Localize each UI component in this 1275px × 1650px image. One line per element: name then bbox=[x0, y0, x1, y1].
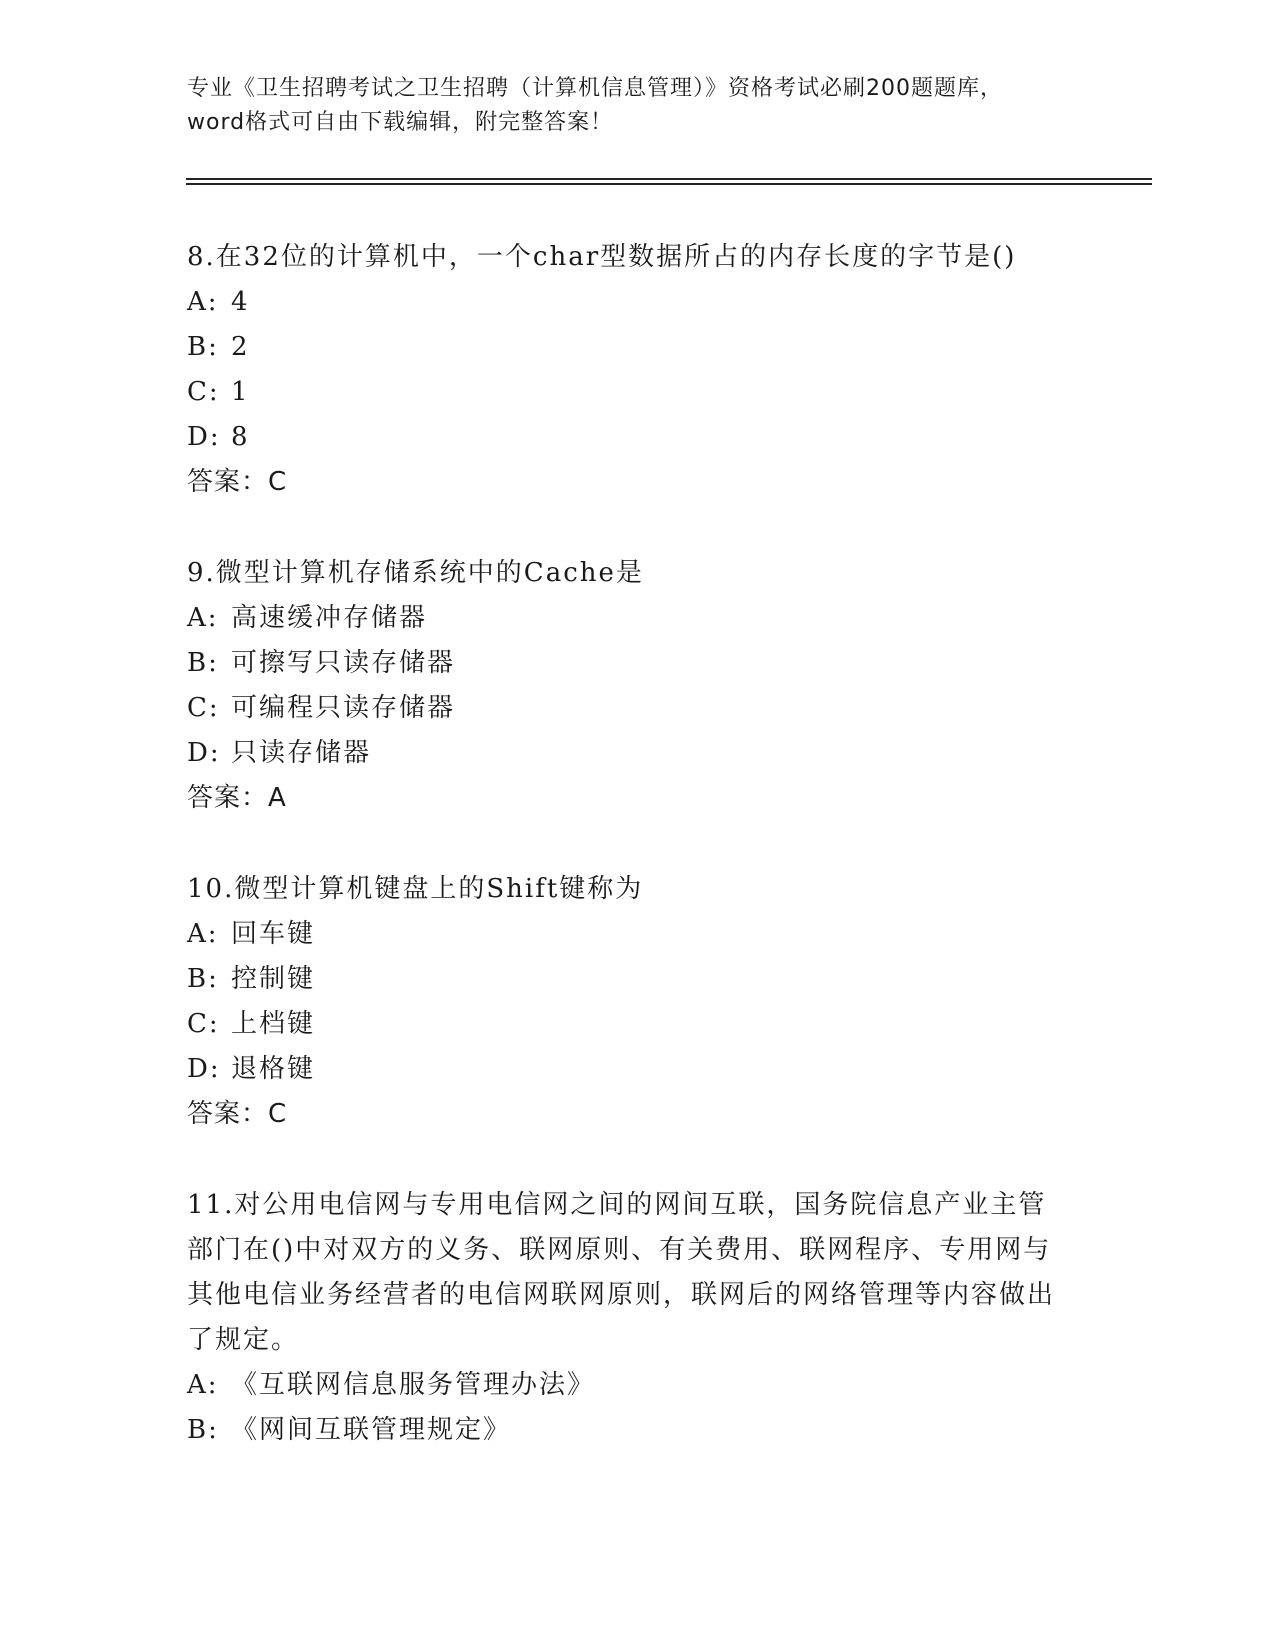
option-value: 4 bbox=[231, 287, 250, 317]
option-b bbox=[187, 957, 1087, 1002]
option-c bbox=[187, 686, 1087, 731]
option-c bbox=[187, 1002, 1087, 1047]
option-value: 可擦写只读存储器 bbox=[231, 648, 456, 678]
option-value: 只读存储器 bbox=[231, 738, 372, 768]
header-line-1: 专业《卫生招聘考试之卫生招聘（计算机信息管理）》资格考试必刷200题题库， bbox=[187, 76, 1003, 101]
option-a bbox=[187, 280, 1087, 325]
option-a bbox=[187, 912, 1087, 957]
option-key: C: bbox=[187, 1009, 220, 1039]
option-b bbox=[187, 325, 1087, 370]
option-c bbox=[187, 370, 1087, 415]
question-11 bbox=[187, 1183, 1087, 1453]
option-value: 回车键 bbox=[231, 919, 316, 949]
option-value: 1 bbox=[231, 377, 250, 407]
option-b bbox=[187, 1408, 1087, 1453]
option-key: B: bbox=[187, 1415, 219, 1445]
option-b bbox=[187, 641, 1087, 686]
option-key: A: bbox=[187, 603, 219, 633]
option-value: 8 bbox=[231, 422, 250, 452]
option-key: D: bbox=[187, 422, 221, 452]
option-key: A: bbox=[187, 1370, 219, 1400]
option-key: B: bbox=[187, 964, 219, 994]
answer-line: 答案：C bbox=[187, 467, 288, 497]
option-key: C: bbox=[187, 377, 220, 407]
option-value: 可编程只读存储器 bbox=[231, 693, 456, 723]
spacer bbox=[187, 1137, 1087, 1183]
option-value: 上档键 bbox=[231, 1009, 316, 1039]
question-list bbox=[187, 235, 1087, 1453]
question-8 bbox=[187, 235, 1087, 505]
option-d bbox=[187, 415, 1087, 460]
header-line-2: word格式可自由下载编辑，附完整答案！ bbox=[187, 110, 614, 135]
header-divider-top bbox=[186, 178, 1152, 180]
question-9 bbox=[187, 551, 1087, 821]
option-value: 《互联网信息服务管理办法》 bbox=[231, 1370, 596, 1400]
spacer bbox=[187, 505, 1087, 551]
option-value: 高速缓冲存储器 bbox=[231, 603, 428, 633]
option-value: 退格键 bbox=[231, 1054, 316, 1084]
question-text: 10.微型计算机键盘上的Shift键称为 bbox=[187, 874, 644, 904]
question-text: 11.对公用电信网与专用电信网之间的网间互联，国务院信息产业主管部门在()中对双方的义务、联网原则、有关费用、联网程序、专用网与其他电信业务经营者的电信网联网原则，联网后的网络管理等内容做出了规定。 bbox=[187, 1190, 1056, 1355]
header-divider-bottom bbox=[186, 183, 1152, 185]
option-key: A: bbox=[187, 287, 219, 317]
option-key: C: bbox=[187, 693, 220, 723]
option-d bbox=[187, 731, 1087, 776]
option-key: B: bbox=[187, 648, 219, 678]
document-header bbox=[187, 72, 1087, 140]
option-key: D: bbox=[187, 738, 221, 768]
option-d bbox=[187, 1047, 1087, 1092]
option-a bbox=[187, 1363, 1087, 1408]
answer-line: 答案：C bbox=[187, 1099, 288, 1129]
question-10 bbox=[187, 867, 1087, 1137]
option-value: 控制键 bbox=[231, 964, 316, 994]
option-key: B: bbox=[187, 332, 219, 362]
question-text: 9.微型计算机存储系统中的Cache是 bbox=[187, 558, 644, 588]
option-key: D: bbox=[187, 1054, 221, 1084]
spacer bbox=[187, 821, 1087, 867]
answer-line: 答案：A bbox=[187, 783, 287, 813]
option-value: 《网间互联管理规定》 bbox=[231, 1415, 512, 1445]
option-value: 2 bbox=[231, 332, 250, 362]
option-a bbox=[187, 596, 1087, 641]
option-key: A: bbox=[187, 919, 219, 949]
question-text: 8.在32位的计算机中，一个char型数据所占的内存长度的字节是() bbox=[187, 242, 1017, 272]
